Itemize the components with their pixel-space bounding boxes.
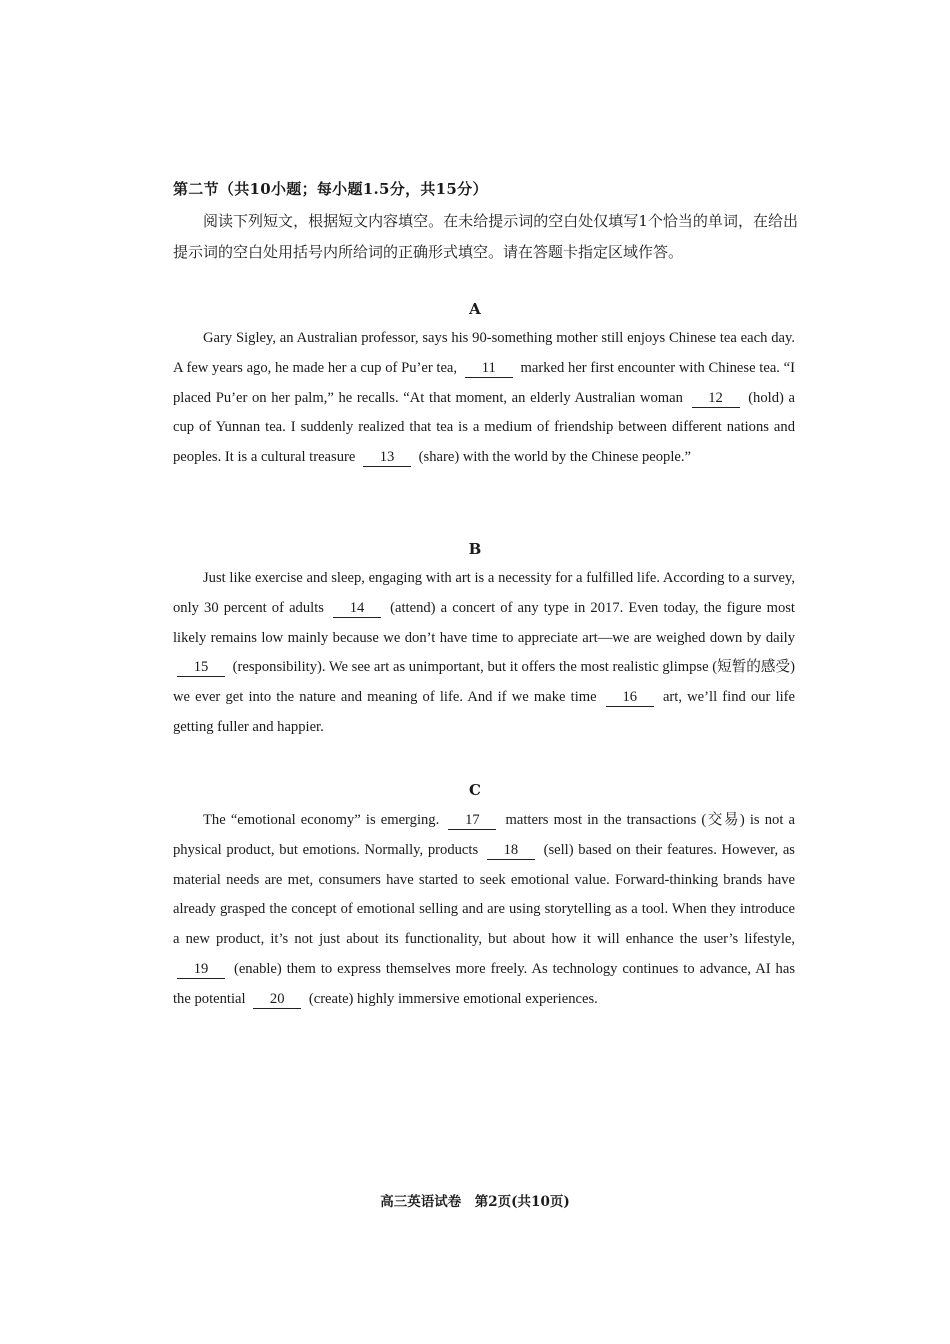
passage-a-letter: A <box>469 300 481 318</box>
passage-c-text-2: matters most in the transactions (交易) is not a physical product, but emotions. Normally, products <box>173 812 795 858</box>
passage-a <box>173 324 795 473</box>
section-heading: 第二节（共10小题；每小题1.5分，共15分） <box>173 180 488 198</box>
passage-b <box>173 564 795 743</box>
blank-17: 17 <box>448 812 496 830</box>
passage-c-text-5: (create) highly immersive emotional experiences. <box>308 990 598 1007</box>
passage-b-letter: B <box>468 540 482 558</box>
passage-b-text-2: (attend) a concert of any type in 2017. Even today, the figure most likely remains low mainly because we don’t have time to appreciate art—we are weighed down by daily <box>173 599 795 646</box>
passage-b-text-1: Just like exercise and sleep, engaging with art is a necessity for a fulfilled life. According to a survey, only 30 percent of adults <box>173 570 795 616</box>
passage-c-letter: C <box>469 781 481 799</box>
passage-a-text-4: (share) with the world by the Chinese people.” <box>418 449 692 466</box>
blank-13: 13 <box>363 449 411 467</box>
blank-12: 12 <box>692 390 740 408</box>
page-footer: 高三英语试卷 第2页(共10页) <box>380 1194 570 1210</box>
blank-16: 16 <box>606 689 654 707</box>
section-instructions: 阅读下列短文，根据短文内容填空。在未给提示词的空白处仅填写1个恰当的单词，在给出提示词的空白处用括号内所给词的正确形式填空。请在答题卡指定区域作答。 <box>173 212 798 261</box>
blank-18: 18 <box>487 842 535 860</box>
passage-b-text-4: art, we’ll find our life getting fuller and happier. <box>173 689 796 735</box>
passage-a-text-1: Gary Sigley, an Australian professor, says his 90-something mother still enjoys Chinese tea each day. A few years ago, he made her a cup of Pu’er tea, <box>173 330 795 376</box>
passage-b-text-3: (responsibility). We see art as unimportant, but it offers the most realistic glimpse (短暂的感受) we ever get into the nature and meaning of life. And if we make time <box>173 659 795 706</box>
blank-11: 11 <box>465 360 513 378</box>
passage-a-text-3: (hold) a cup of Yunnan tea. I suddenly realized that tea is a medium of friendship between different nations and peoples. It is a cultural treasure <box>173 389 795 466</box>
blank-20: 20 <box>253 991 301 1009</box>
passage-c <box>173 806 795 1015</box>
passage-c-text-1: The “emotional economy” is emerging. <box>203 812 440 828</box>
blank-15: 15 <box>177 659 225 677</box>
passage-c-text-3: (sell) based on their features. However, as material needs are met, consumers have started to seek emotional value. Forward-thinking brands have already grasped the concept of emotional selling and are using storytelling as a tool. When they introduce a new product, it’s not just about its functionality, but about how it will enhance the user’s lifestyle, <box>173 841 795 948</box>
passage-a-text-2: marked her first encounter with Chinese tea. “I placed Pu’er on her palm,” he recalls. “At that moment, an elderly Australian woman <box>173 359 796 406</box>
passage-c-text-4: (enable) them to express themselves more freely. As technology continues to advance, AI has the potential <box>173 960 795 1007</box>
blank-19: 19 <box>177 961 225 979</box>
blank-14: 14 <box>333 600 381 618</box>
